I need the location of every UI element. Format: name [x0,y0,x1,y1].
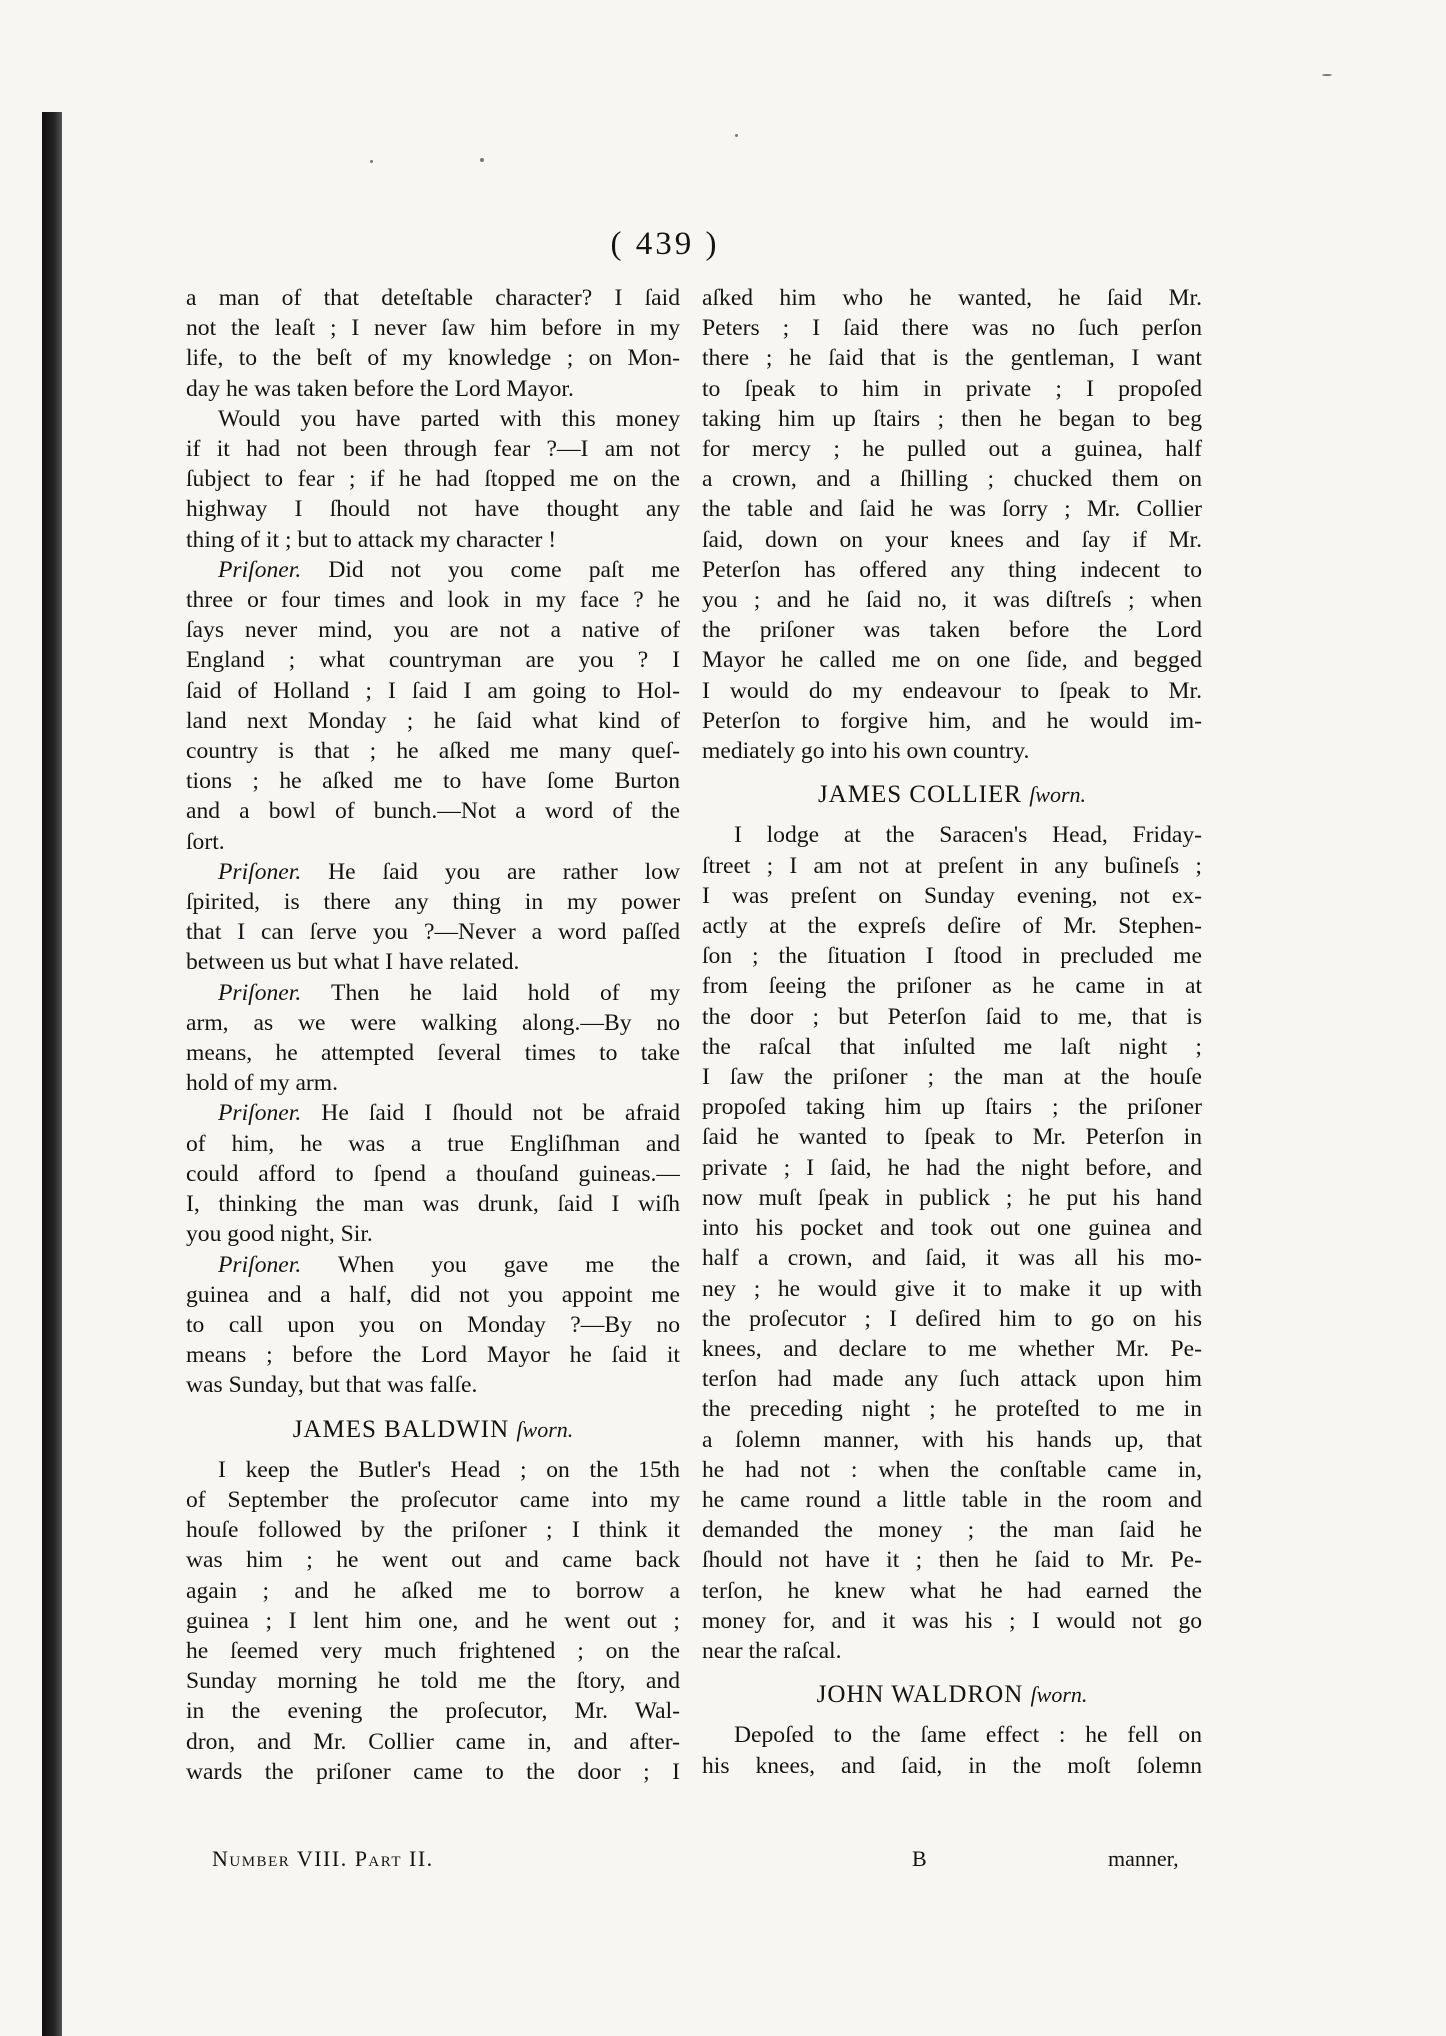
text-line [702,1425,1202,1455]
line-text: He ſaid I ſhould not be afraid [321,1100,680,1127]
line-text: if it had not been through fear ?—I am not [186,436,680,463]
text-line [186,1008,680,1038]
line-text: propoſed taking him up ſtairs ; the priſoner [702,1094,1202,1121]
line-text: Peterſon to forgive him, and he would im- [702,707,1202,734]
line-text: highway I ſhould not have thought any [186,496,680,523]
text-line [702,820,1202,850]
line-text: guinea ; I lent him one, and he went out ; [186,1607,680,1634]
line-text: to ſpeak to him in private ; I propoſed [702,375,1202,402]
text-line [186,1666,680,1696]
left-column [186,283,680,1787]
line-text: I was preſent on Sunday evening, not ex- [702,882,1202,909]
text-line [702,1720,1202,1750]
line-text: you good night, Sir. [186,1221,373,1248]
line-text: I would do my endeavour to ſpeak to Mr. [702,677,1202,704]
line-text: from ſeeing the priſoner as he came in at [702,973,1202,1000]
deponent-heading [186,1415,680,1445]
line-text: half a crown, and ſaid, it was all his mo- [702,1245,1202,1272]
text-line [702,464,1202,494]
text-line [186,1038,680,1068]
text-line [702,1751,1202,1781]
speaker-label: Priſoner. [218,858,302,885]
line-text: I, thinking the man was drunk, ſaid I wiſh [186,1191,680,1218]
text-line [702,1636,1202,1666]
line-text: the door ; but Peterſon ſaid to me, that is [702,1003,1202,1030]
line-text: demanded the money ; the man ſaid he [702,1517,1202,1544]
line-text: ſaid, down on your knees and ſay if Mr. [702,526,1202,553]
text-line [702,706,1202,736]
text-line [702,555,1202,585]
text-line [186,1098,680,1128]
text-line [186,676,680,706]
line-text: his knees, and ſaid, in the moſt ſolemn [702,1752,1202,1779]
line-text: for mercy ; he pulled out a guinea, half [702,436,1202,463]
text-line [186,1189,680,1219]
text-line [186,404,680,434]
line-text: ſort. [186,828,225,855]
line-text: he ſeemed very much frightened ; on the [186,1637,680,1664]
deponent-heading [702,780,1202,810]
text-line [702,1002,1202,1032]
line-text: guinea and a half, did not you appoint me [186,1281,680,1308]
text-line [186,1485,680,1515]
text-line [186,1219,680,1249]
text-line [702,1243,1202,1273]
line-text: the table and ſaid he was ſorry ; Mr. Collier [702,496,1202,523]
line-text: three or four times and look in my face ? he [186,587,680,614]
line-text: country is that ; he aſked me many queſ- [186,738,680,765]
text-line [702,851,1202,881]
text-line [702,1485,1202,1515]
line-text: could afford to ſpend a thouſand guineas.— [186,1160,680,1187]
text-line [702,343,1202,373]
signature-mark: B [912,1846,927,1871]
deponent-name: JAMES COLLIER [817,781,1022,809]
text-line [702,1183,1202,1213]
line-text: day he was taken before the Lord Mayor. [186,375,574,402]
text-line [186,1606,680,1636]
text-line [702,1515,1202,1545]
text-line [186,1636,680,1666]
text-line [702,615,1202,645]
line-text: When you gave me the [337,1251,680,1278]
text-line [186,1159,680,1189]
text-line [186,857,680,887]
text-line [702,736,1202,766]
line-text: terſon, he knew what he had earned the [702,1577,1202,1604]
deponent-name: JOHN WALDRON [816,1681,1024,1709]
line-text: I ſaw the priſoner ; the man at the houſe [702,1064,1202,1091]
page-binding-edge [42,112,62,2036]
line-text: that I can ſerve you ?—Never a word paſſed [186,919,680,946]
speaker-label: Priſoner. [218,1251,302,1278]
line-text: ney ; he would give it to make it up with [702,1275,1202,1302]
line-text: Sunday morning he told me the ſtory, and [186,1668,680,1695]
line-text: tions ; he aſked me to have ſome Burton [186,768,680,795]
text-line [186,796,680,826]
line-text: of September the proſecutor came into my [186,1486,680,1513]
line-text: ſaid he wanted to ſpeak to Mr. Peterſon in [702,1124,1202,1151]
line-text: to call upon you on Monday ?—By no [186,1311,680,1338]
line-text: life, to the beſt of my knowledge ; on Mon- [186,345,680,372]
text-line [702,1334,1202,1364]
scan-speck [1322,74,1332,76]
text-line [702,1606,1202,1636]
text-line [186,1280,680,1310]
text-line [186,1727,680,1757]
line-text: now muſt ſpeak in publick ; he put his hand [702,1184,1202,1211]
text-line [186,1576,680,1606]
text-line [186,1545,680,1575]
line-text: land next Monday ; he ſaid what kind of [186,707,680,734]
text-line [186,1310,680,1340]
line-text: arm, as we were walking along.—By no [186,1009,680,1036]
sworn-label: ſworn. [1029,782,1087,808]
line-text: Did not you come paſt me [328,556,680,583]
text-line [186,464,680,494]
text-line [702,283,1202,313]
line-text: and a bowl of bunch.—Not a word of the [186,798,680,825]
text-line [702,494,1202,524]
text-line [186,434,680,464]
deponent-name: JAMES BALDWIN [292,1415,510,1443]
line-text: the proſecutor ; I deſired him to go on his [702,1305,1202,1332]
line-text: England ; what countryman are you ? I [186,647,680,674]
signature-line: Number VIII. Part II. [212,1846,434,1871]
line-text: ſon ; the ſituation I ſtood in precluded me [702,943,1202,970]
line-text: means ; before the Lord Mayor he ſaid it [186,1342,680,1369]
text-line [702,1153,1202,1183]
line-text: dron, and Mr. Collier came in, and after- [186,1728,680,1755]
text-line [186,1340,680,1370]
text-line [186,585,680,615]
line-text: ſays never mind, you are not a native of [186,617,680,644]
text-line [186,978,680,1008]
line-text: into his pocket and took out one guinea and [702,1215,1202,1242]
text-line [186,615,680,645]
text-line [186,313,680,343]
line-text: He ſaid you are rather low [328,858,680,885]
text-line [702,1213,1202,1243]
speaker-label: Priſoner. [218,1100,302,1127]
line-text: between us but what I have related. [186,949,520,976]
line-text: a ſolemn manner, with his hands up, that [702,1426,1202,1453]
line-text: not the leaſt ; I never ſaw him before in my [186,315,680,342]
line-text: a crown, and a ſhilling ; chucked them on [702,466,1202,493]
text-line [186,525,680,555]
line-text: houſe followed by the priſoner ; I think it [186,1517,680,1544]
text-line [186,645,680,675]
text-line [702,374,1202,404]
line-text: Would you have parted with this money [218,405,680,432]
line-text: money for, and it was his ; I would not go [702,1607,1202,1634]
line-text: private ; I ſaid, he had the night before, and [702,1154,1202,1181]
sworn-label: ſworn. [1030,1682,1088,1708]
line-text: mediately go into his own country. [702,738,1030,765]
text-line [702,971,1202,1001]
text-line [186,1696,680,1726]
text-line [186,1250,680,1280]
line-text: I lodge at the Saracen's Head, Friday- [734,822,1202,849]
scan-speck [370,160,373,163]
text-line [186,1455,680,1485]
line-text: the raſcal that inſulted me laſt night ; [702,1033,1202,1060]
line-text: ſhould not have it ; then he ſaid to Mr. Pe- [702,1547,1202,1574]
text-line [186,374,680,404]
text-line [186,1129,680,1159]
text-line [186,766,680,796]
page-number: ( 439 ) [610,226,720,262]
right-column [702,283,1202,1781]
text-line [702,1032,1202,1062]
catchword: manner, [1108,1846,1179,1871]
line-text: Depoſed to the ſame effect : he fell on [734,1722,1202,1749]
line-text: he came round a little table in the room and [702,1486,1202,1513]
text-line [186,947,680,977]
scan-speck [735,134,738,137]
text-line [702,404,1202,434]
line-text: taking him up ſtairs ; then he began to beg [702,405,1202,432]
line-text: a man of that deteſtable character? I ſaid [186,285,680,311]
line-text: Peterſon has offered any thing indecent to [702,556,1202,583]
line-text: was him ; he went out and came back [186,1547,680,1574]
line-text: he had not : when the conſtable came in, [702,1456,1202,1483]
line-text: terſon had made any ſuch attack upon him [702,1366,1202,1393]
line-text: Then he laid hold of my [331,979,680,1006]
text-line [702,585,1202,615]
text-line [702,1545,1202,1575]
text-line [702,1122,1202,1152]
text-line [702,676,1202,706]
text-line [186,887,680,917]
line-text: again ; and he aſked me to borrow a [186,1577,680,1604]
text-line [702,1576,1202,1606]
line-text: ſubject to fear ; if he had ſtopped me on the [186,466,680,493]
line-text: Mayor he called me on one ſide, and begged [702,647,1202,674]
line-text: wards the priſoner came to the door ; I [186,1758,680,1785]
text-line [702,1062,1202,1092]
text-line [186,1757,680,1787]
text-line [702,313,1202,343]
line-text: ſaid of Holland ; I ſaid I am going to Hol- [186,677,680,704]
line-text: the priſoner was taken before the Lord [702,617,1202,644]
text-line [702,881,1202,911]
text-line [186,283,680,313]
text-line [702,434,1202,464]
text-line [186,494,680,524]
line-text: in the evening the proſecutor, Mr. Wal- [186,1698,680,1725]
text-line [702,525,1202,555]
line-text: you ; and he ſaid no, it was diſtreſs ; when [702,587,1202,614]
sworn-label: ſworn. [516,1416,574,1442]
line-text: hold of my arm. [186,1070,339,1097]
line-text: thing of it ; but to attack my character ! [186,526,557,553]
line-text: of him, he was a true Engliſhman and [186,1130,680,1157]
text-line [186,1370,680,1400]
line-text: near the raſcal. [702,1637,842,1664]
scan-speck [480,158,484,162]
line-text: Peters ; I ſaid there was no ſuch perſon [702,315,1202,342]
text-line [186,917,680,947]
text-line [702,1364,1202,1394]
text-line [702,911,1202,941]
text-line [186,343,680,373]
text-line [186,1068,680,1098]
line-text: ſpirited, is there any thing in my power [186,889,680,916]
text-line [702,1092,1202,1122]
deponent-heading [702,1680,1202,1710]
line-text: actly at the expreſs deſire of Mr. Stephen- [702,913,1202,940]
line-text: the preceding night ; he proteſted to me in [702,1396,1202,1423]
text-line [702,1304,1202,1334]
text-line [702,645,1202,675]
text-line [186,555,680,585]
line-text: was Sunday, but that was falſe. [186,1372,478,1399]
text-line [702,1394,1202,1424]
line-text: I keep the Butler's Head ; on the 15th [218,1456,680,1483]
line-text: knees, and declare to me whether Mr. Pe- [702,1335,1202,1362]
text-line [186,736,680,766]
text-line [186,706,680,736]
line-text: there ; he ſaid that is the gentleman, I want [702,345,1202,372]
line-text: ſtreet ; I am not at preſent in any buſineſs ; [702,852,1202,879]
text-line [186,827,680,857]
text-line [702,1274,1202,1304]
line-text: means, he attempted ſeveral times to take [186,1040,680,1067]
text-line [702,941,1202,971]
speaker-label: Priſoner. [218,979,302,1006]
text-line [702,1455,1202,1485]
text-line [186,1515,680,1545]
line-text: aſked him who he wanted, he ſaid Mr. [702,285,1202,311]
speaker-label: Priſoner. [218,556,302,583]
